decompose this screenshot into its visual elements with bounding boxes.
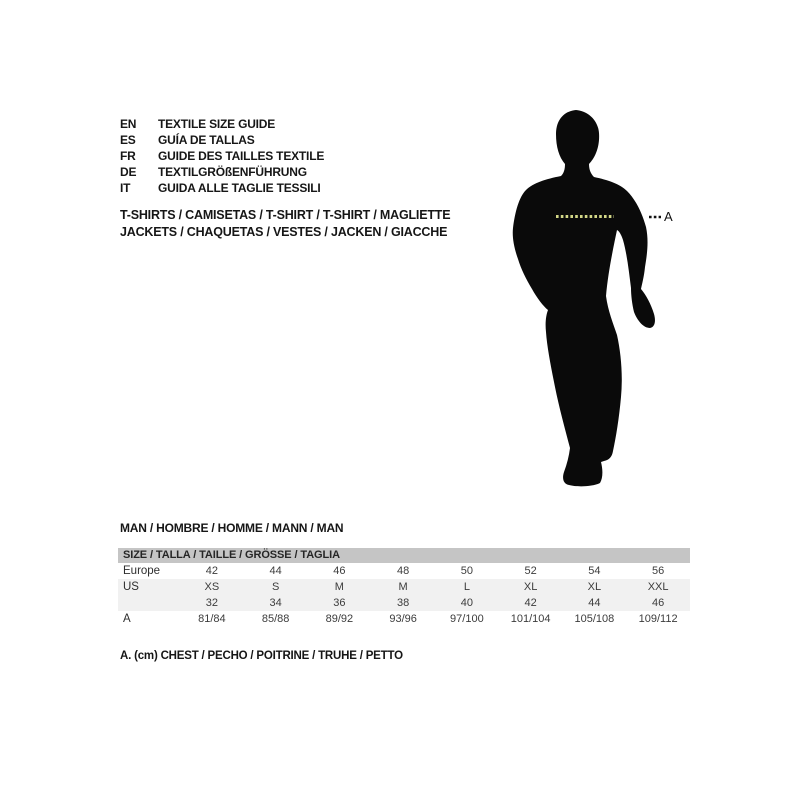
size-cell: 32	[205, 597, 218, 609]
size-cell: 40	[460, 597, 473, 609]
chest-measure-label: A	[664, 209, 673, 224]
man-silhouette	[513, 110, 655, 486]
size-cell: L	[463, 581, 470, 593]
size-cell: XS	[204, 581, 220, 593]
table-row-europe	[118, 563, 690, 579]
table-row-chest	[118, 611, 690, 627]
size-table-header: SIZE / TALLA / TAILLE / GRÖSSE / TAGLIA	[118, 548, 690, 563]
language-legend	[120, 116, 324, 196]
language-code: DE	[120, 165, 137, 179]
language-row	[120, 180, 324, 196]
size-cell: S	[271, 581, 280, 593]
size-cell: 38	[397, 597, 410, 609]
language-code: EN	[120, 117, 137, 131]
language-label: TEXTILGRÖßENFÜHRUNG	[158, 165, 307, 179]
size-cell: 97/100	[450, 613, 484, 625]
size-cell: XL	[587, 581, 602, 593]
size-cell: M	[334, 581, 344, 593]
category-line-tshirts: T-SHIRTS / CAMISETAS / T-SHIRT / T-SHIRT / MAGLIETTE	[120, 208, 451, 222]
measurement-footnote: A. (cm) CHEST / PECHO / POITRINE / TRUHE / PETTO	[120, 650, 403, 662]
size-cell: 52	[524, 565, 537, 577]
size-cell: 34	[269, 597, 282, 609]
size-cell: 44	[588, 597, 601, 609]
language-code: FR	[120, 149, 136, 163]
row-label: Europe	[123, 565, 161, 577]
size-table	[118, 563, 690, 627]
size-cell: 109/112	[638, 613, 678, 625]
language-label: GUIDE DES TAILLES TEXTILE	[158, 149, 325, 163]
language-label: GUIDA ALLE TAGLIE TESSILI	[158, 181, 321, 195]
language-row	[120, 164, 324, 180]
size-cell: 36	[333, 597, 346, 609]
size-cell: 50	[460, 565, 473, 577]
size-cell: 105/108	[574, 613, 615, 625]
category-line-jackets: JACKETS / CHAQUETAS / VESTES / JACKEN / GIACCHE	[120, 225, 448, 239]
size-cell: 85/88	[261, 613, 290, 625]
size-cell: 48	[397, 565, 410, 577]
size-cell: 101/104	[510, 613, 551, 625]
row-label	[118, 595, 180, 611]
size-cell: M	[398, 581, 408, 593]
language-label: TEXTILE SIZE GUIDE	[158, 117, 276, 131]
size-cell: 54	[588, 565, 601, 577]
size-cell: 46	[652, 597, 665, 609]
language-label: GUÍA DE TALLAS	[158, 133, 255, 147]
language-row	[120, 148, 324, 164]
size-cell: 93/96	[389, 613, 417, 625]
table-row-us	[118, 579, 690, 595]
size-cell: 56	[652, 565, 665, 577]
size-cell: 81/84	[198, 613, 226, 625]
size-cell: 44	[269, 565, 282, 577]
language-code: ES	[120, 133, 136, 147]
size-cell: 89/92	[325, 613, 354, 625]
table-row-us-numeric	[118, 595, 690, 611]
size-cell: XL	[523, 581, 538, 593]
language-row	[120, 132, 324, 148]
size-cell: 42	[524, 597, 537, 609]
category-block	[120, 207, 450, 241]
size-table-wrap	[118, 548, 690, 627]
size-cell: XXL	[647, 581, 669, 593]
language-code: IT	[120, 181, 131, 195]
section-title: MAN / HOMBRE / HOMME / MANN / MAN	[120, 521, 344, 535]
size-cell: 42	[205, 565, 218, 577]
language-row	[120, 116, 324, 132]
row-label: A	[123, 613, 131, 625]
size-cell: 46	[333, 565, 346, 577]
row-label: US	[123, 581, 139, 593]
